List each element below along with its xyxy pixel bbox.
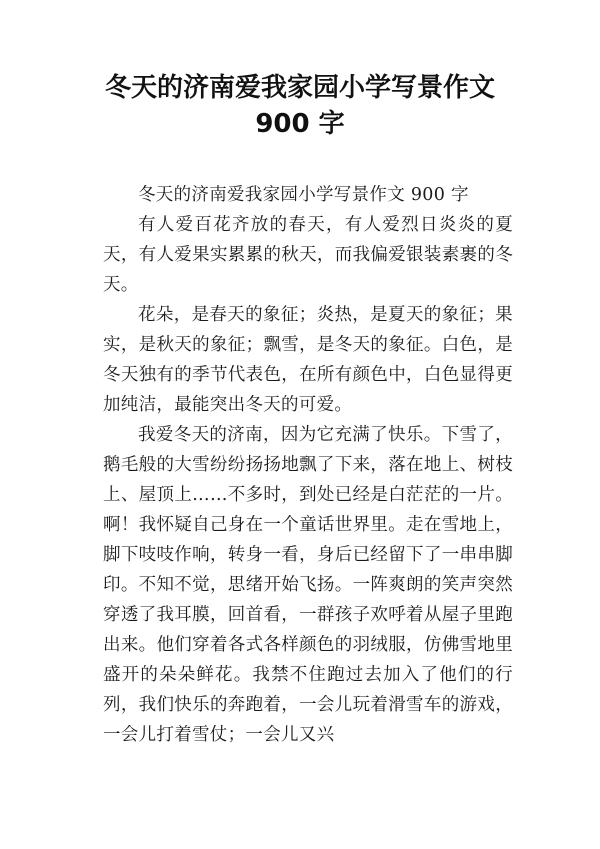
paragraph-seasons: 有人爱百花齐放的春天，有人爱烈日炎炎的夏天，有人爱果实累累的秋天，而我偏爱银装素裹的冬天。 [103, 215, 513, 295]
document-title [0, 70, 600, 142]
paragraph-subtitle: 冬天的济南爱我家园小学写景作文 900 字 [138, 185, 469, 205]
paragraph-symbols: 花朵，是春天的象征；炎热，是夏天的象征；果实，是秋天的象征；飘雪，是冬天的象征。白色，是冬天独有的季节代表色，在所有颜色中，白色显得更加纯洁，最能突出冬天的可爱。 [103, 305, 513, 415]
paragraph-snow-play: 我爱冬天的济南，因为它充满了快乐。下雪了，鹅毛般的大雪纷纷扬扬地飘了下来，落在地上、树枝上、屋顶上……不多时，到处已经是白茫茫的一片。啊！我怀疑自己身在一个童话世界里。走在雪地上，脚下吱吱作响，转身一看，身后已经留下了一串串脚印。不知不觉，思绪开始飞扬。一阵爽朗的笑声突然穿透了我耳膜，回首看，一群孩子欢呼着从屋子里跑出来。他们穿着各式各样颜色的羽绒服，仿佛雪地里盛开的朵朵鲜花。我禁不住跑过去加入了他们的行列，我们快乐的奔跑着，一会儿玩着滑雪车的游戏，一会儿打着雪仗；一会儿又兴 [103, 425, 513, 745]
title-line-1: 冬天的济南爱我家园小学写景作文 [104, 73, 495, 103]
title-line-2: 900 字 [255, 109, 345, 139]
document-body [103, 180, 513, 750]
